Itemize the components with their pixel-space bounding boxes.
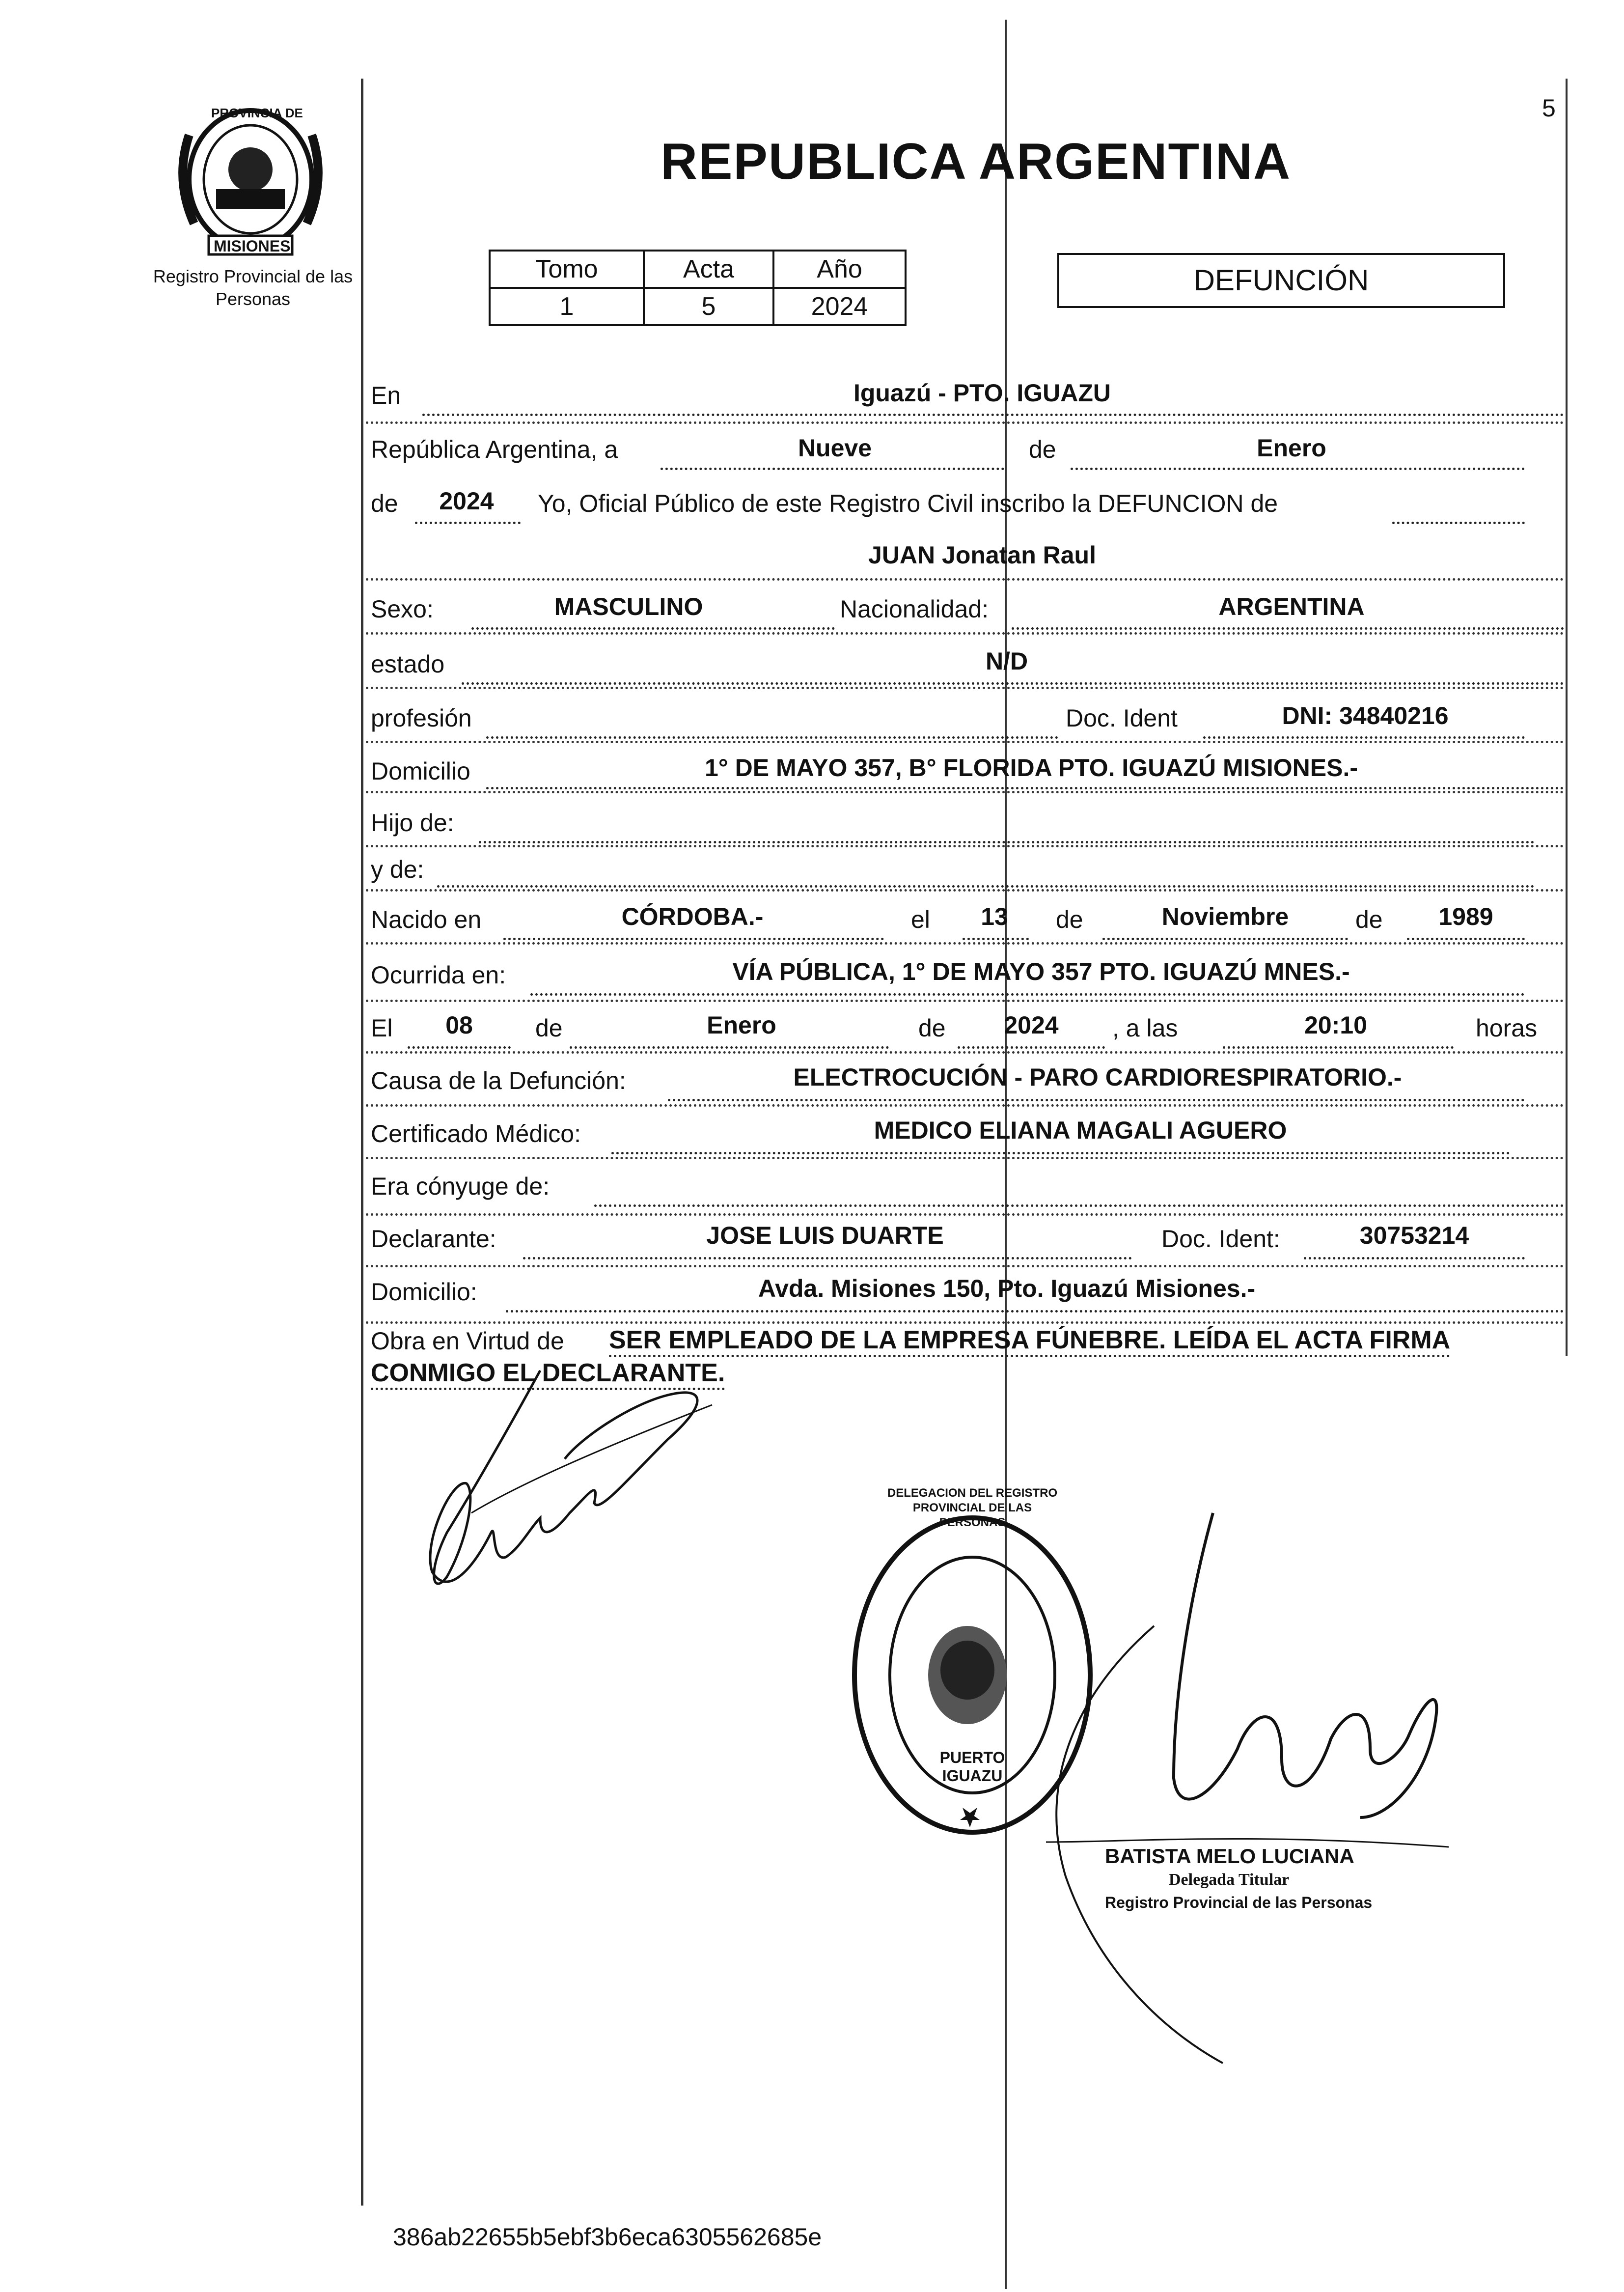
estado-value: N/D (985, 647, 1028, 675)
day-dots (661, 468, 1004, 470)
official-role: Delegada Titular (1169, 1871, 1290, 1889)
death-year-dots (958, 1046, 1105, 1049)
ocurrida-dots (530, 993, 1525, 996)
el-label: el (911, 906, 930, 933)
right-margin-rule (1566, 79, 1568, 1356)
obra-value-line1: SER EMPLEADO DE LA EMPRESA FÚNEBRE. LEÍDA EL ACTA FIRMA (609, 1325, 1450, 1357)
en-value: Iguazú - PTO. IGUAZU (853, 379, 1111, 407)
doc2-value: 30753214 (1359, 1222, 1469, 1249)
year-prefix: de (371, 490, 398, 517)
domicilio2-value: Avda. Misiones 150, Pto. Iguazú Misiones.- (758, 1275, 1256, 1302)
birth-de1: de (1056, 906, 1083, 933)
conyuge-label: Era cónyuge de: (371, 1173, 550, 1200)
birth-month: Noviembre (1161, 903, 1289, 930)
alas-label: , a las (1112, 1014, 1178, 1042)
month-value: Enero (1257, 434, 1326, 462)
official-name: BATISTA MELO LUCIANA (1105, 1845, 1354, 1868)
table-header-tomo: Tomo (490, 251, 644, 288)
row-separator (366, 741, 1564, 743)
birth-year-dots (1407, 938, 1525, 940)
birth-year: 1989 (1438, 903, 1493, 930)
day-value: Nueve (798, 434, 872, 462)
certificado-label: Certificado Médico: (371, 1120, 581, 1147)
row-separator (366, 942, 1564, 945)
page-title: REPUBLICA ARGENTINA (661, 133, 1292, 190)
nacido-value: CÓRDOBA.- (621, 903, 764, 930)
row-separator (366, 1157, 1564, 1159)
table-header-acta: Acta (644, 251, 773, 288)
causa-value: ELECTROCUCIÓN - PARO CARDIORESPIRATORIO.- (793, 1063, 1402, 1091)
causa-dots (668, 1099, 1525, 1101)
oficial-dots (1392, 522, 1525, 524)
record-type: DEFUNCIÓN (1193, 264, 1369, 297)
declarante-label: Declarante: (371, 1225, 496, 1253)
ocurrida-value: VÍA PÚBLICA, 1° DE MAYO 357 PTO. IGUAZÚ MNES.- (732, 958, 1350, 985)
death-time-dots (1223, 1046, 1454, 1049)
table-value-anio: 2024 (773, 288, 906, 325)
sexo-dots (471, 627, 835, 630)
domicilio2-label: Domicilio: (371, 1278, 477, 1306)
year-dots (415, 522, 521, 524)
registry-name: Registro Provincial de las Personas (153, 266, 353, 309)
row-separator (366, 632, 1564, 635)
stamp-ring-text: DELEGACION DEL REGISTRO PROVINCIAL DE LAS PERSONAS (887, 1486, 1058, 1529)
table-header-anio: Año (773, 251, 906, 288)
death-day-dots (408, 1046, 511, 1049)
doc-dots (1203, 736, 1525, 739)
domicilio-dots (486, 787, 1564, 789)
yde-label: y de: (371, 856, 424, 883)
birth-day-dots (963, 938, 1029, 940)
declarante-dots (523, 1257, 1132, 1259)
estado-label: estado (371, 650, 445, 678)
doc-value: DNI: 34840216 (1282, 702, 1449, 729)
seal-text-bottom: MISIONES (214, 237, 291, 255)
horas-label: horas (1476, 1014, 1538, 1042)
obra-label: Obra en Virtud de (371, 1327, 564, 1355)
el2-label: El (371, 1014, 393, 1042)
nacido-label: Nacido en (371, 906, 482, 933)
record-table (489, 250, 907, 326)
death-day: 08 (445, 1011, 473, 1039)
row-separator (366, 1265, 1564, 1267)
record-type-box (1057, 253, 1505, 308)
row-separator (366, 1051, 1564, 1054)
row-separator (366, 1104, 1564, 1107)
row-separator (366, 845, 1564, 847)
death-de1: de (535, 1014, 563, 1042)
en-label: En (371, 382, 401, 409)
sexo-label: Sexo: (371, 595, 434, 623)
official-signature (1007, 1503, 1459, 2093)
month-dots (1071, 468, 1525, 470)
domicilio-value: 1° DE MAYO 357, B° FLORIDA PTO. IGUAZÚ MISIONES.- (704, 754, 1358, 782)
table-value-tomo: 1 (490, 288, 644, 325)
hijo-label: Hijo de: (371, 809, 454, 837)
oficial-text: Yo, Oficial Público de este Registro Civil inscribo la DEFUNCION de (538, 490, 1278, 517)
seal-text-top: PROVINCIA DE (211, 106, 303, 120)
row-separator (366, 687, 1564, 689)
yde-dots (437, 885, 1535, 888)
certificado-dots (611, 1152, 1510, 1154)
obra-value-line2: CONMIGO EL DECLARANTE. (371, 1358, 725, 1390)
table-value-acta: 5 (644, 288, 773, 325)
doc2-dots (1304, 1257, 1525, 1259)
birth-de2: de (1355, 906, 1383, 933)
birth-day: 13 (981, 903, 1008, 930)
row-separator (366, 421, 1564, 424)
official-office: Registro Provincial de las Personas (1105, 1894, 1373, 1911)
page-number: 5 (1542, 94, 1556, 122)
left-margin-rule (361, 79, 363, 2206)
nacido-dots (503, 938, 884, 940)
nacionalidad-value: ARGENTINA (1218, 593, 1365, 620)
nacionalidad-dots (1012, 627, 1564, 630)
stamp-inner-text: PUERTO IGUAZU (939, 1749, 1005, 1785)
profesion-dots (486, 736, 1058, 739)
certificado-value: MEDICO ELIANA MAGALI AGUERO (874, 1117, 1287, 1144)
death-month: Enero (707, 1011, 776, 1039)
causa-label: Causa de la Defunción: (371, 1067, 626, 1094)
row-separator (366, 791, 1564, 793)
nacionalidad-label: Nacionalidad: (840, 595, 989, 623)
year-value: 2024 (439, 487, 494, 515)
declarant-signature (393, 1366, 737, 1621)
conyuge-dots (594, 1204, 1564, 1207)
birth-month-dots (1102, 938, 1348, 940)
ocurrida-label: Ocurrida en: (371, 961, 506, 989)
row-separator (366, 1321, 1564, 1324)
en-dots (422, 414, 1564, 416)
deceased-name: JUAN Jonatan Raul (868, 541, 1096, 569)
declarante-value: JOSE LUIS DUARTE (706, 1222, 944, 1249)
sexo-value: MASCULINO (554, 593, 703, 620)
domicilio2-dots (506, 1310, 1564, 1313)
row-separator (366, 889, 1564, 892)
death-month-dots (570, 1046, 889, 1049)
doc-label: Doc. Ident (1066, 704, 1178, 732)
doc2-label: Doc. Ident: (1161, 1225, 1280, 1253)
row-separator (366, 1000, 1564, 1002)
de-label: de (1029, 436, 1056, 463)
row-separator (366, 578, 1564, 581)
death-de2: de (918, 1014, 946, 1042)
hijo-dots (479, 841, 1535, 843)
death-time: 20:10 (1304, 1011, 1367, 1039)
domicilio-label: Domicilio (371, 757, 470, 785)
document-hash: 386ab22655b5ebf3b6eca6305562685e (393, 2223, 822, 2251)
estado-dots (462, 682, 1564, 685)
row-separator (366, 1213, 1564, 1216)
profesion-label: profesión (371, 704, 472, 732)
death-year: 2024 (1004, 1011, 1059, 1039)
republica-label: República Argentina, a (371, 436, 618, 463)
